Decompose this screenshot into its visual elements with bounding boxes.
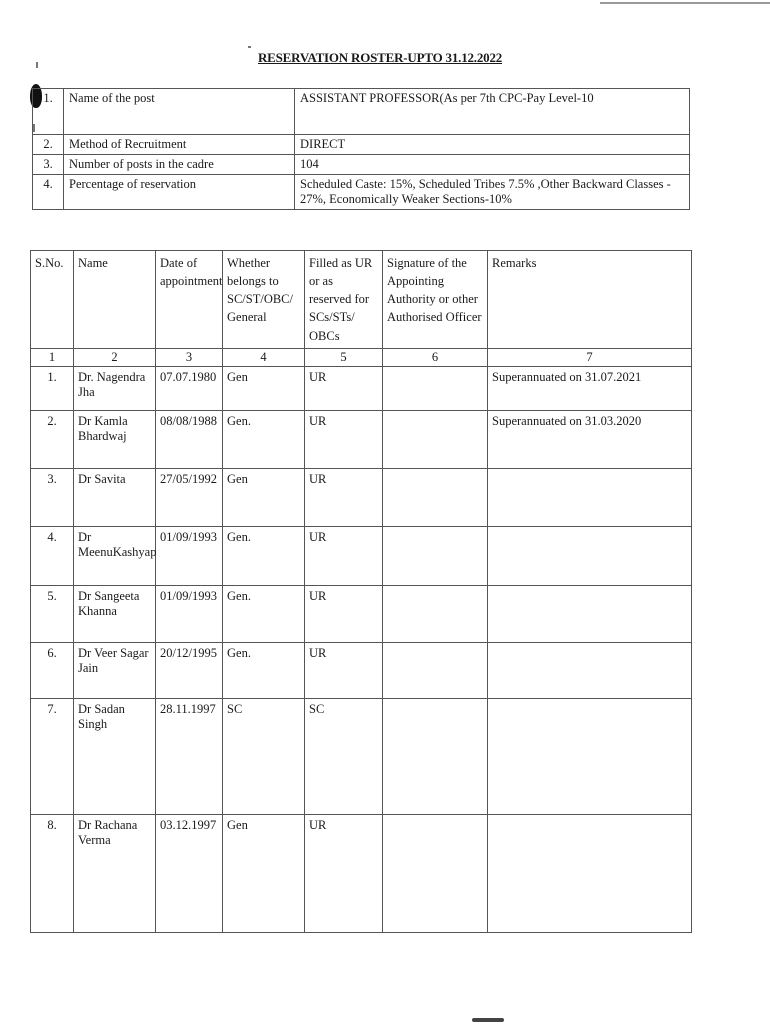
cell-belongs: Gen bbox=[223, 468, 305, 526]
column-number: 7 bbox=[488, 348, 692, 366]
info-value: 104 bbox=[295, 155, 690, 175]
cell-belongs: Gen. bbox=[223, 410, 305, 468]
cell-date: 28.11.1997 bbox=[156, 698, 223, 814]
post-info-table bbox=[32, 88, 690, 210]
cell-name: Dr. Nagendra Jha bbox=[74, 366, 156, 410]
info-row bbox=[33, 155, 690, 175]
cell-belongs: Gen. bbox=[223, 526, 305, 585]
table-row bbox=[31, 698, 692, 814]
cell-date: 07.07.1980 bbox=[156, 366, 223, 410]
cell-filled: UR bbox=[305, 642, 383, 698]
table-row bbox=[31, 585, 692, 642]
cell-filled: UR bbox=[305, 410, 383, 468]
cell-name: Dr Savita bbox=[74, 468, 156, 526]
header-row bbox=[31, 251, 692, 349]
cell-date: 27/05/1992 bbox=[156, 468, 223, 526]
header-sno: S.No. bbox=[31, 251, 74, 349]
cell-signature bbox=[383, 526, 488, 585]
cell-signature bbox=[383, 814, 488, 932]
table-row bbox=[31, 526, 692, 585]
cell-name: Dr Veer Sagar Jain bbox=[74, 642, 156, 698]
cell-remarks bbox=[488, 468, 692, 526]
column-number: 2 bbox=[74, 348, 156, 366]
table-row bbox=[31, 366, 692, 410]
column-number: 6 bbox=[383, 348, 488, 366]
column-number-row bbox=[31, 348, 692, 366]
info-value: DIRECT bbox=[295, 135, 690, 155]
cell-date: 01/09/1993 bbox=[156, 585, 223, 642]
cell-signature bbox=[383, 585, 488, 642]
cell-belongs: SC bbox=[223, 698, 305, 814]
info-num: 4. bbox=[33, 175, 64, 210]
cell-remarks bbox=[488, 698, 692, 814]
column-number: 1 bbox=[31, 348, 74, 366]
cell-name: Dr MeenuKashyap bbox=[74, 526, 156, 585]
info-row bbox=[33, 175, 690, 210]
cell-filled: UR bbox=[305, 814, 383, 932]
table-row bbox=[31, 468, 692, 526]
cell-date: 08/08/1988 bbox=[156, 410, 223, 468]
cell-belongs: Gen bbox=[223, 366, 305, 410]
cell-remarks: Superannuated on 31.03.2020 bbox=[488, 410, 692, 468]
column-number: 5 bbox=[305, 348, 383, 366]
info-num: 3. bbox=[33, 155, 64, 175]
header-name: Name bbox=[74, 251, 156, 349]
info-num: 1. bbox=[33, 89, 64, 135]
cell-remarks bbox=[488, 526, 692, 585]
info-label: Method of Recruitment bbox=[64, 135, 295, 155]
cell-sno: 5. bbox=[31, 585, 74, 642]
cell-sno: 6. bbox=[31, 642, 74, 698]
cell-remarks: Superannuated on 31.07.2021 bbox=[488, 366, 692, 410]
cell-sno: 2. bbox=[31, 410, 74, 468]
cell-sno: 4. bbox=[31, 526, 74, 585]
cell-name: Dr Kamla Bhardwaj bbox=[74, 410, 156, 468]
cell-remarks bbox=[488, 642, 692, 698]
cell-belongs: Gen. bbox=[223, 642, 305, 698]
cell-signature bbox=[383, 410, 488, 468]
cell-filled: SC bbox=[305, 698, 383, 814]
cell-filled: UR bbox=[305, 366, 383, 410]
cell-belongs: Gen. bbox=[223, 585, 305, 642]
scan-speck bbox=[248, 46, 251, 48]
info-value: ASSISTANT PROFESSOR(As per 7th CPC-Pay Level-10 bbox=[295, 89, 690, 135]
cell-date: 20/12/1995 bbox=[156, 642, 223, 698]
cell-signature bbox=[383, 468, 488, 526]
cell-remarks bbox=[488, 585, 692, 642]
cell-belongs: Gen bbox=[223, 814, 305, 932]
cell-remarks bbox=[488, 814, 692, 932]
cell-sno: 7. bbox=[31, 698, 74, 814]
header-remarks: Remarks bbox=[488, 251, 692, 349]
cell-name: Dr Rachana Verma bbox=[74, 814, 156, 932]
cell-filled: UR bbox=[305, 468, 383, 526]
cell-filled: UR bbox=[305, 585, 383, 642]
cell-date: 03.12.1997 bbox=[156, 814, 223, 932]
cell-name: Dr Sangeeta Khanna bbox=[74, 585, 156, 642]
cell-signature bbox=[383, 698, 488, 814]
roster-table bbox=[30, 250, 692, 933]
info-label: Percentage of reservation bbox=[64, 175, 295, 210]
header-filled: Filled as UR or as reserved for SCs/STs/ OBCs bbox=[305, 251, 383, 349]
info-row bbox=[33, 89, 690, 135]
table-row bbox=[31, 814, 692, 932]
info-label: Number of posts in the cadre bbox=[64, 155, 295, 175]
cell-filled: UR bbox=[305, 526, 383, 585]
header-signature: Signature of the Appointing Authority or other Authorised Officer bbox=[383, 251, 488, 349]
info-num: 2. bbox=[33, 135, 64, 155]
table-row bbox=[31, 410, 692, 468]
scan-edge-line bbox=[600, 2, 770, 4]
cell-sno: 3. bbox=[31, 468, 74, 526]
info-label: Name of the post bbox=[64, 89, 295, 135]
cell-sno: 8. bbox=[31, 814, 74, 932]
cell-date: 01/09/1993 bbox=[156, 526, 223, 585]
page-title: RESERVATION ROSTER-UPTO 31.12.2022 bbox=[257, 50, 503, 65]
scan-smudge bbox=[472, 1018, 504, 1022]
column-number: 4 bbox=[223, 348, 305, 366]
cell-sno: 1. bbox=[31, 366, 74, 410]
cell-signature bbox=[383, 366, 488, 410]
table-row bbox=[31, 642, 692, 698]
info-value: Scheduled Caste: 15%, Scheduled Tribes 7.5% ,Other Backward Classes - 27%, Economically Weaker Sections-10% bbox=[295, 175, 690, 210]
info-row bbox=[33, 135, 690, 155]
cell-signature bbox=[383, 642, 488, 698]
cell-name: Dr Sadan Singh bbox=[74, 698, 156, 814]
header-date: Date of appointment bbox=[156, 251, 223, 349]
column-number: 3 bbox=[156, 348, 223, 366]
header-belongs: Whether belongs to SC/ST/OBC/ General bbox=[223, 251, 305, 349]
